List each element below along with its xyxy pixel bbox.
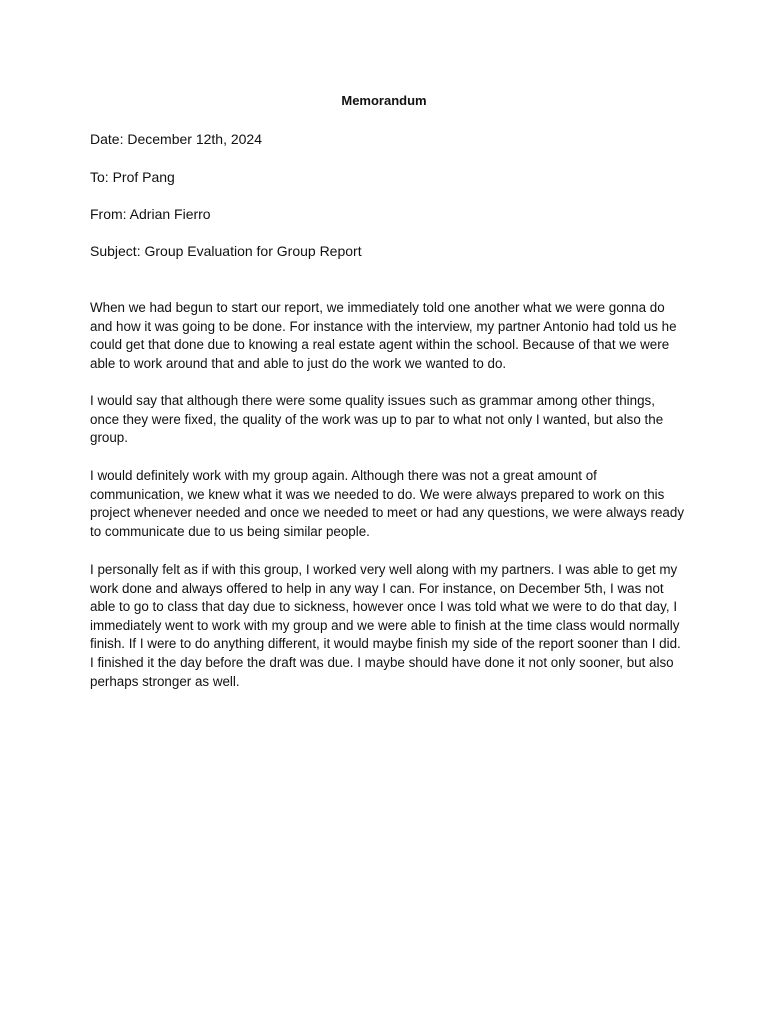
subject-line: Subject: Group Evaluation for Group Report bbox=[90, 243, 362, 259]
memo-title: Memorandum bbox=[341, 93, 427, 108]
body-paragraph-3: I would definitely work with my group again. Although there was not a great amount of communication, we knew what it was we needed to do. We were always prepared to work on this project whenever needed and once we needed to meet or had any questions, we were always ready to communicate due to us being similar people. bbox=[90, 468, 685, 539]
body-paragraph-1: When we had begun to start our report, we immediately told one another what we were gonna do and how it was going to be done. For instance with the interview, my partner Antonio had told us he could get that done due to knowing a real estate agent within the school. Because of that we were able to work around that and able to just do the work we wanted to do. bbox=[90, 300, 677, 371]
body-paragraph-4: I personally felt as if with this group, I worked very well along with my partners. I was able to get my work done and always offered to help in any way I can. For instance, on December 5th, I was not able to go to class that day due to sickness, however once I was told what we were to do that day, I immediately went to work with my group and we were able to finish at the time class would normally finish. If I were to do anything different, it would maybe finish my side of the report sooner than I did. I finished it the day before the draft was due. I maybe should have done it not only sooner, but also perhaps stronger as well. bbox=[90, 562, 681, 689]
body-paragraph-2: I would say that although there were some quality issues such as grammar among other things, once they were fixed, the quality of the work was up to par to what not only I wanted, but also the group. bbox=[90, 393, 664, 446]
date-line: Date: December 12th, 2024 bbox=[90, 131, 262, 147]
from-line: From: Adrian Fierro bbox=[90, 206, 211, 222]
to-line: To: Prof Pang bbox=[90, 169, 175, 185]
